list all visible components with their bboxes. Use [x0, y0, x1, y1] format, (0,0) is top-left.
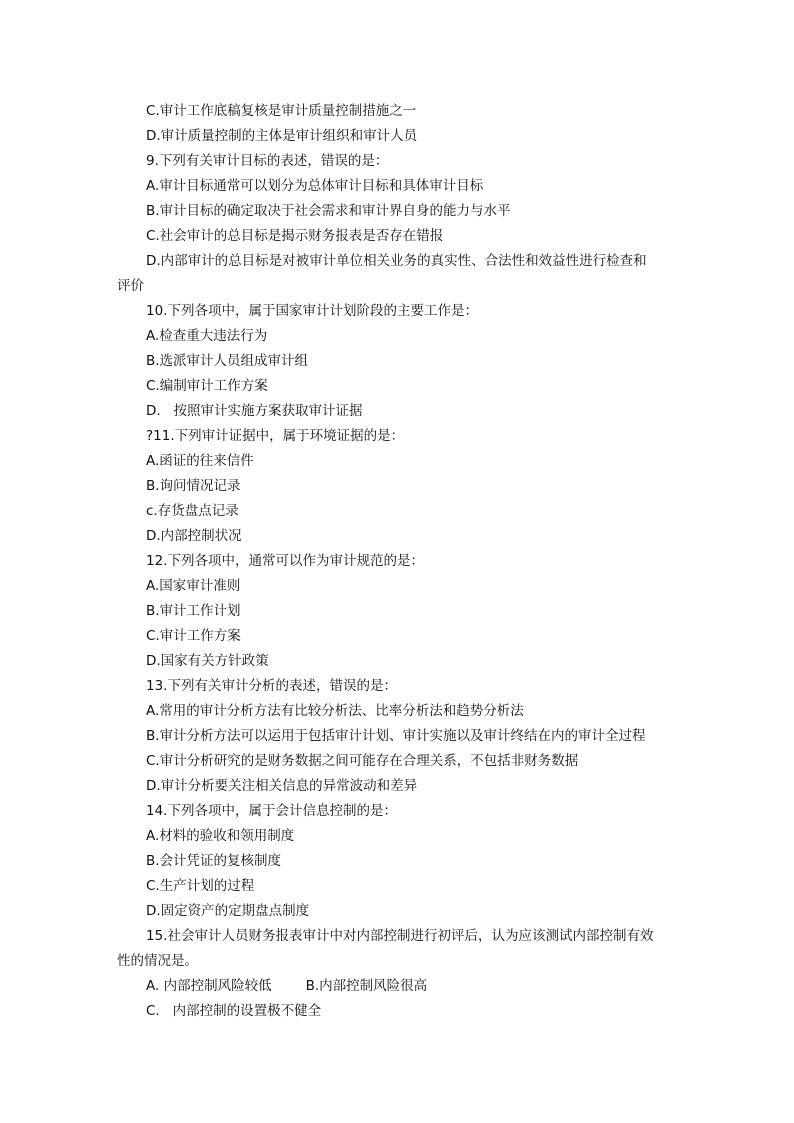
option-line: C.编制审计工作方案 — [146, 378, 268, 394]
option-line: C.审计分析研究的是财务数据之间可能存在合理关系，不包括非财务数据 — [146, 753, 579, 769]
option-line: D.国家有关方针政策 — [146, 653, 269, 669]
option-line: D.内部控制状况 — [146, 528, 242, 544]
option-line: B.审计工作计划 — [146, 603, 241, 619]
option-line: B.选派审计人员组成审计组 — [146, 353, 309, 369]
question-line: 14.下列各项中，属于会计信息控制的是： — [146, 803, 397, 819]
option-line: C.社会审计的总目标是揭示财务报表是否存在错报 — [146, 228, 444, 244]
option-line: A.检查重大违法行为 — [146, 328, 268, 344]
question-line: 10.下列各项中，属于国家审计计划阶段的主要工作是： — [146, 303, 478, 319]
option-line: A.审计目标通常可以划分为总体审计目标和具体审计目标 — [146, 178, 484, 194]
option-b: B.内部控制风险很高 — [305, 978, 428, 994]
option-line: A.国家审计准则 — [146, 578, 241, 594]
option-line: C.审计工作底稿复核是审计质量控制措施之一 — [146, 103, 417, 119]
question-line: 12.下列各项中，通常可以作为审计规范的是： — [146, 553, 424, 569]
option-line: D.内部审计的总目标是对被审计单位相关业务的真实性、合法性和效益性进行检查和 — [146, 253, 647, 269]
option-line: D.审计分析要关注相关信息的异常波动和差异 — [146, 778, 418, 794]
question-line: 13.下列有关审计分析的表述，错误的是： — [146, 678, 397, 694]
continuation-line: 评价 — [117, 278, 144, 294]
option-pair-line — [117, 974, 677, 999]
question-line: 9.下列有关审计目标的表述，错误的是： — [146, 153, 389, 169]
option-a: A. 内部控制风险较低 — [146, 978, 272, 994]
option-line: A.常用的审计分析方法有比较分析法、比率分析法和趋势分析法 — [146, 703, 524, 719]
question-line: 15.社会审计人员财务报表审计中对内部控制进行初评后，认为应该测试内部控制有效 — [146, 928, 654, 944]
option-line: D.固定资产的定期盘点制度 — [146, 903, 310, 919]
option-line: C.审计工作方案 — [146, 628, 241, 644]
option-line: C.生产计划的过程 — [146, 878, 255, 894]
option-line: C. 内部控制的设置极不健全 — [146, 1003, 322, 1019]
continuation-line: 性的情况是。 — [117, 953, 198, 969]
question-line: ?11.下列审计证据中，属于环境证据的是： — [146, 428, 405, 444]
option-line: c.存货盘点记录 — [146, 503, 239, 519]
option-line: D. 按照审计实施方案获取审计证据 — [146, 403, 363, 419]
option-line: A.材料的验收和领用制度 — [146, 828, 295, 844]
option-line: A.函证的往来信件 — [146, 453, 254, 469]
option-line: B.审计目标的确定取决于社会需求和审计界自身的能力与水平 — [146, 203, 511, 219]
option-line: B.审计分析方法可以运用于包括审计计划、审计实施以及审计终结在内的审计全过程 — [146, 728, 646, 744]
document-body — [117, 99, 677, 1024]
option-line: B.会计凭证的复核制度 — [146, 853, 282, 869]
option-line: D.审计质量控制的主体是审计组织和审计人员 — [146, 128, 418, 144]
option-line: B.询问情况记录 — [146, 478, 241, 494]
